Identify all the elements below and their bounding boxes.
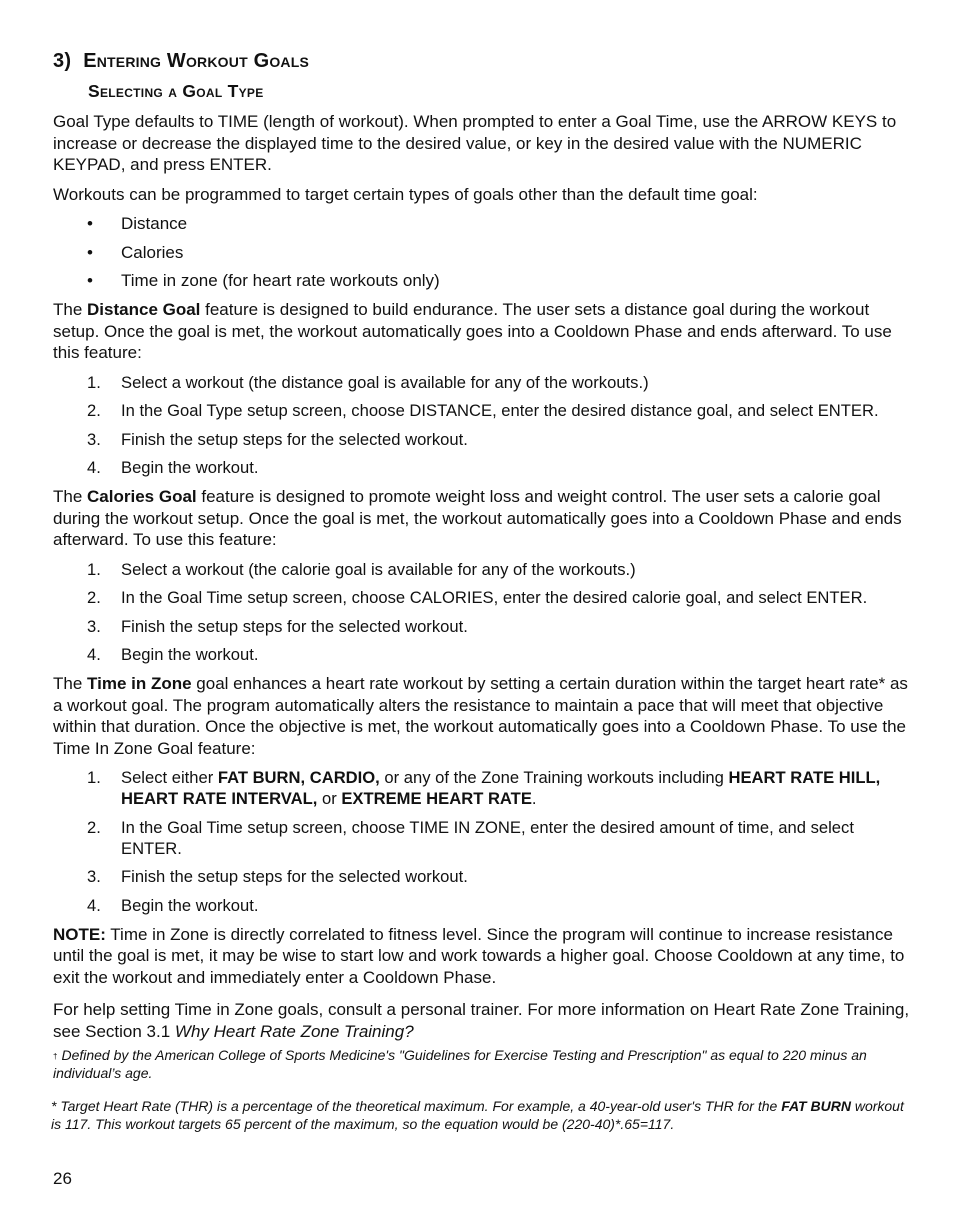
subsection-heading: Selecting a Goal Type (88, 81, 264, 101)
list-item: 2. In the Goal Time setup screen, choose CALORIES, enter the desired calorie goal, and select ENTER. (87, 588, 868, 607)
distance-steps (53, 372, 913, 479)
manual-page (53, 50, 913, 1148)
list-item: 1. Select a workout (the distance goal is available for any of the workouts.) (87, 372, 649, 392)
bullet: • (87, 214, 93, 233)
bullet: • (87, 271, 93, 290)
goal-type-list (53, 213, 913, 291)
help-paragraph: For help setting Time in Zone goals, consult a personal trainer. For more information on Heart Rate Zone Training, see Section 3.1 Why Heart Rate Zone Training? (53, 1000, 910, 1041)
calories-goal-paragraph: The Calories Goal feature is designed to promote weight loss and weight control. The user sets a calorie goal during the workout setup. Once the goal is met, the workout automatically goes into a Cooldown Phase and ends afterward. To use this feature: (53, 487, 902, 549)
list-item: 3. Finish the setup steps for the selected workout. (87, 867, 468, 886)
list-item: • Distance (87, 214, 188, 233)
distance-goal-term: Distance Goal (87, 300, 201, 319)
page-number: 26 (53, 1169, 72, 1188)
list-item: 4. Begin the workout. (87, 645, 259, 664)
section-reference: Why Heart Rate Zone Training? (174, 1021, 414, 1041)
note-label: NOTE: (53, 924, 106, 944)
dagger-mark: † (53, 1052, 58, 1061)
footnote-thr: * Target Heart Rate (THR) is a percentage of the theoretical maximum. For example, a 40-year-old user's THR for the FAT BURN workout is 117. This workout targets 65 percent of the maximum, so the equation would be (220-40)*.65=117. (51, 1098, 904, 1132)
goal-types-intro: Workouts can be programmed to target certain types of goals other than the default time goal: (53, 184, 758, 204)
section-heading (53, 50, 913, 73)
list-item: 2. In the Goal Time setup screen, choose TIME IN ZONE, enter the desired amount of time, and select ENTER. (87, 817, 854, 858)
section-title: Entering Workout Goals (83, 50, 310, 72)
calories-goal-term: Calories Goal (87, 487, 197, 506)
list-item: 3. Finish the setup steps for the selected workout. (87, 616, 468, 636)
time-in-zone-paragraph: The Time in Zone goal enhances a heart rate workout by setting a certain duration within the target heart rate* as a workout goal. The program automatically alters the resistance to maintain a pace that will meet that objective within that duration. Once the objective is met, the workout automatically goes into a Cooldown Phase. To use the Time In Zone Goal feature: (53, 674, 908, 758)
time-in-zone-term: Time in Zone (87, 674, 192, 693)
list-item: 4. Begin the workout. (87, 458, 259, 477)
list-item: 4. Begin the workout. (87, 895, 259, 915)
note-paragraph: NOTE: Time in Zone is directly correlated to fitness level. Since the program will continue to increase resistance until the goal is met, it may be wise to start low and work towards a higher goal. Choose Cooldown at any time, to exit the workout and immediately enter a Cooldown Phase. (53, 924, 905, 987)
distance-goal-paragraph: The Distance Goal feature is designed to build endurance. The user sets a distance goal during the workout setup. Once the goal is met, the workout automatically goes into a Cooldown Phase and ends afterward. To use this feature: (53, 300, 892, 362)
intro-paragraph: Goal Type defaults to TIME (length of workout). When prompted to enter a Goal Time, use the ARROW KEYS to increase or decrease the displayed time to the desired value, or key in the desired value with the NUMERIC KEYPAD, and press ENTER. (53, 112, 897, 174)
list-item: 3. Finish the setup steps for the selected workout. (87, 429, 468, 449)
list-item: • Time in zone (for heart rate workouts only) (87, 271, 440, 290)
section-number: 3) (53, 50, 72, 72)
list-item: 1. Select a workout (the calorie goal is available for any of the workouts.) (87, 559, 636, 579)
footnote-dagger: † Defined by the American College of Sports Medicine's "Guidelines for Exercise Testing and Prescription" as equal to 220 minus an individual’s age. (53, 1047, 867, 1081)
time-in-zone-steps (53, 767, 913, 916)
bullet: • (87, 242, 93, 262)
list-item: 1. Select either FAT BURN, CARDIO, or any of the Zone Training workouts including HEART RATE HILL, HEART RATE INTERVAL, or EXTREME HEART RATE. (87, 768, 881, 808)
list-item: • Calories (87, 242, 184, 262)
calories-steps (53, 559, 913, 666)
list-item: 2. In the Goal Type setup screen, choose DISTANCE, enter the desired distance goal, and select ENTER. (87, 401, 879, 420)
